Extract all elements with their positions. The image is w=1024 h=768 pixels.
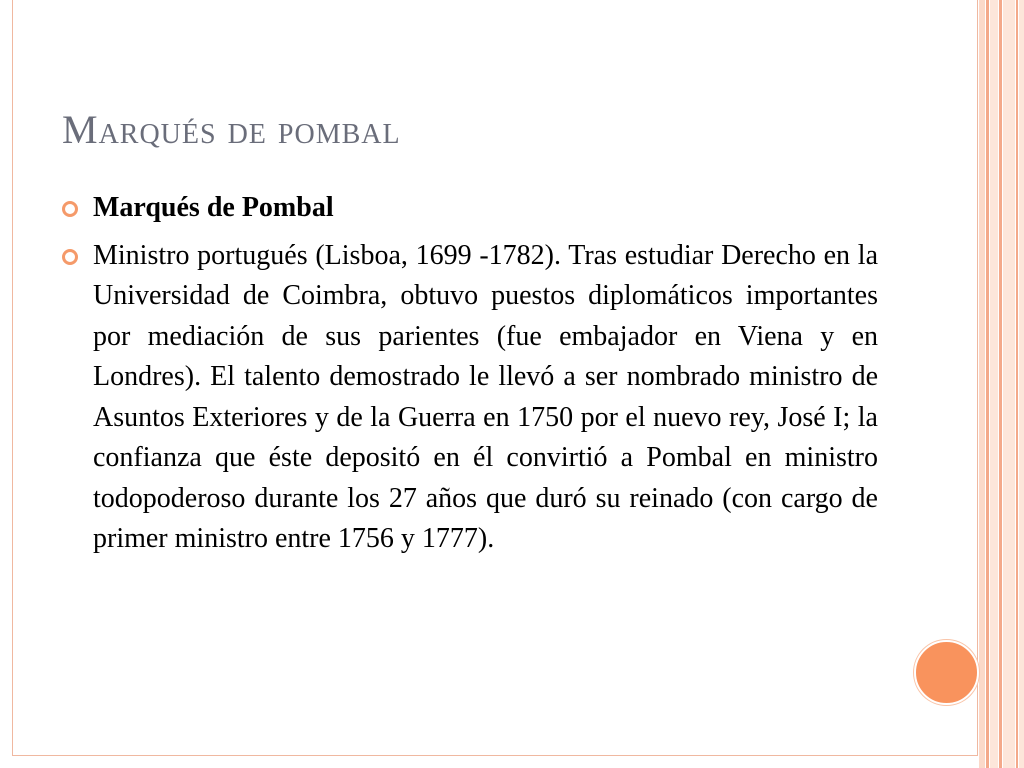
bullet-list bbox=[62, 188, 878, 567]
bullet-item-body bbox=[62, 236, 878, 560]
ring-bullet-icon bbox=[62, 201, 78, 217]
bullet-text: Marqués de Pombal bbox=[93, 192, 334, 223]
decorative-stripe bbox=[979, 0, 985, 768]
decorative-stripe bbox=[986, 0, 989, 768]
ring-bullet-icon bbox=[62, 249, 78, 265]
decorative-stripe bbox=[1003, 0, 1015, 768]
decorative-stripe bbox=[1019, 0, 1024, 768]
slide-title: Marqués de pombal bbox=[62, 107, 401, 152]
decorative-stripe bbox=[990, 0, 998, 768]
orange-circle-icon bbox=[914, 640, 979, 705]
bullet-text: Ministro portugués (Lisboa, 1699 -1782). Tras estudiar Derecho en la Universidad de Coimbra, obtuvo puestos diplomáticos importantes por mediación de sus parientes (fue embajador en Viena y en Londres). El talento demostrado le llevó a ser nombrado ministro de Asuntos Exteriores y de la Guerra en 1750 por el nuevo rey, José I; la confianza que éste depositó en él convirtió a Pombal en ministro todopoderoso durante los 27 años que duró su reinado (con cargo de primer ministro entre 1756 y 1777). bbox=[93, 239, 878, 554]
bullet-item-heading bbox=[62, 188, 878, 229]
decorative-stripe bbox=[999, 0, 1002, 768]
decorative-stripe bbox=[1016, 0, 1018, 768]
